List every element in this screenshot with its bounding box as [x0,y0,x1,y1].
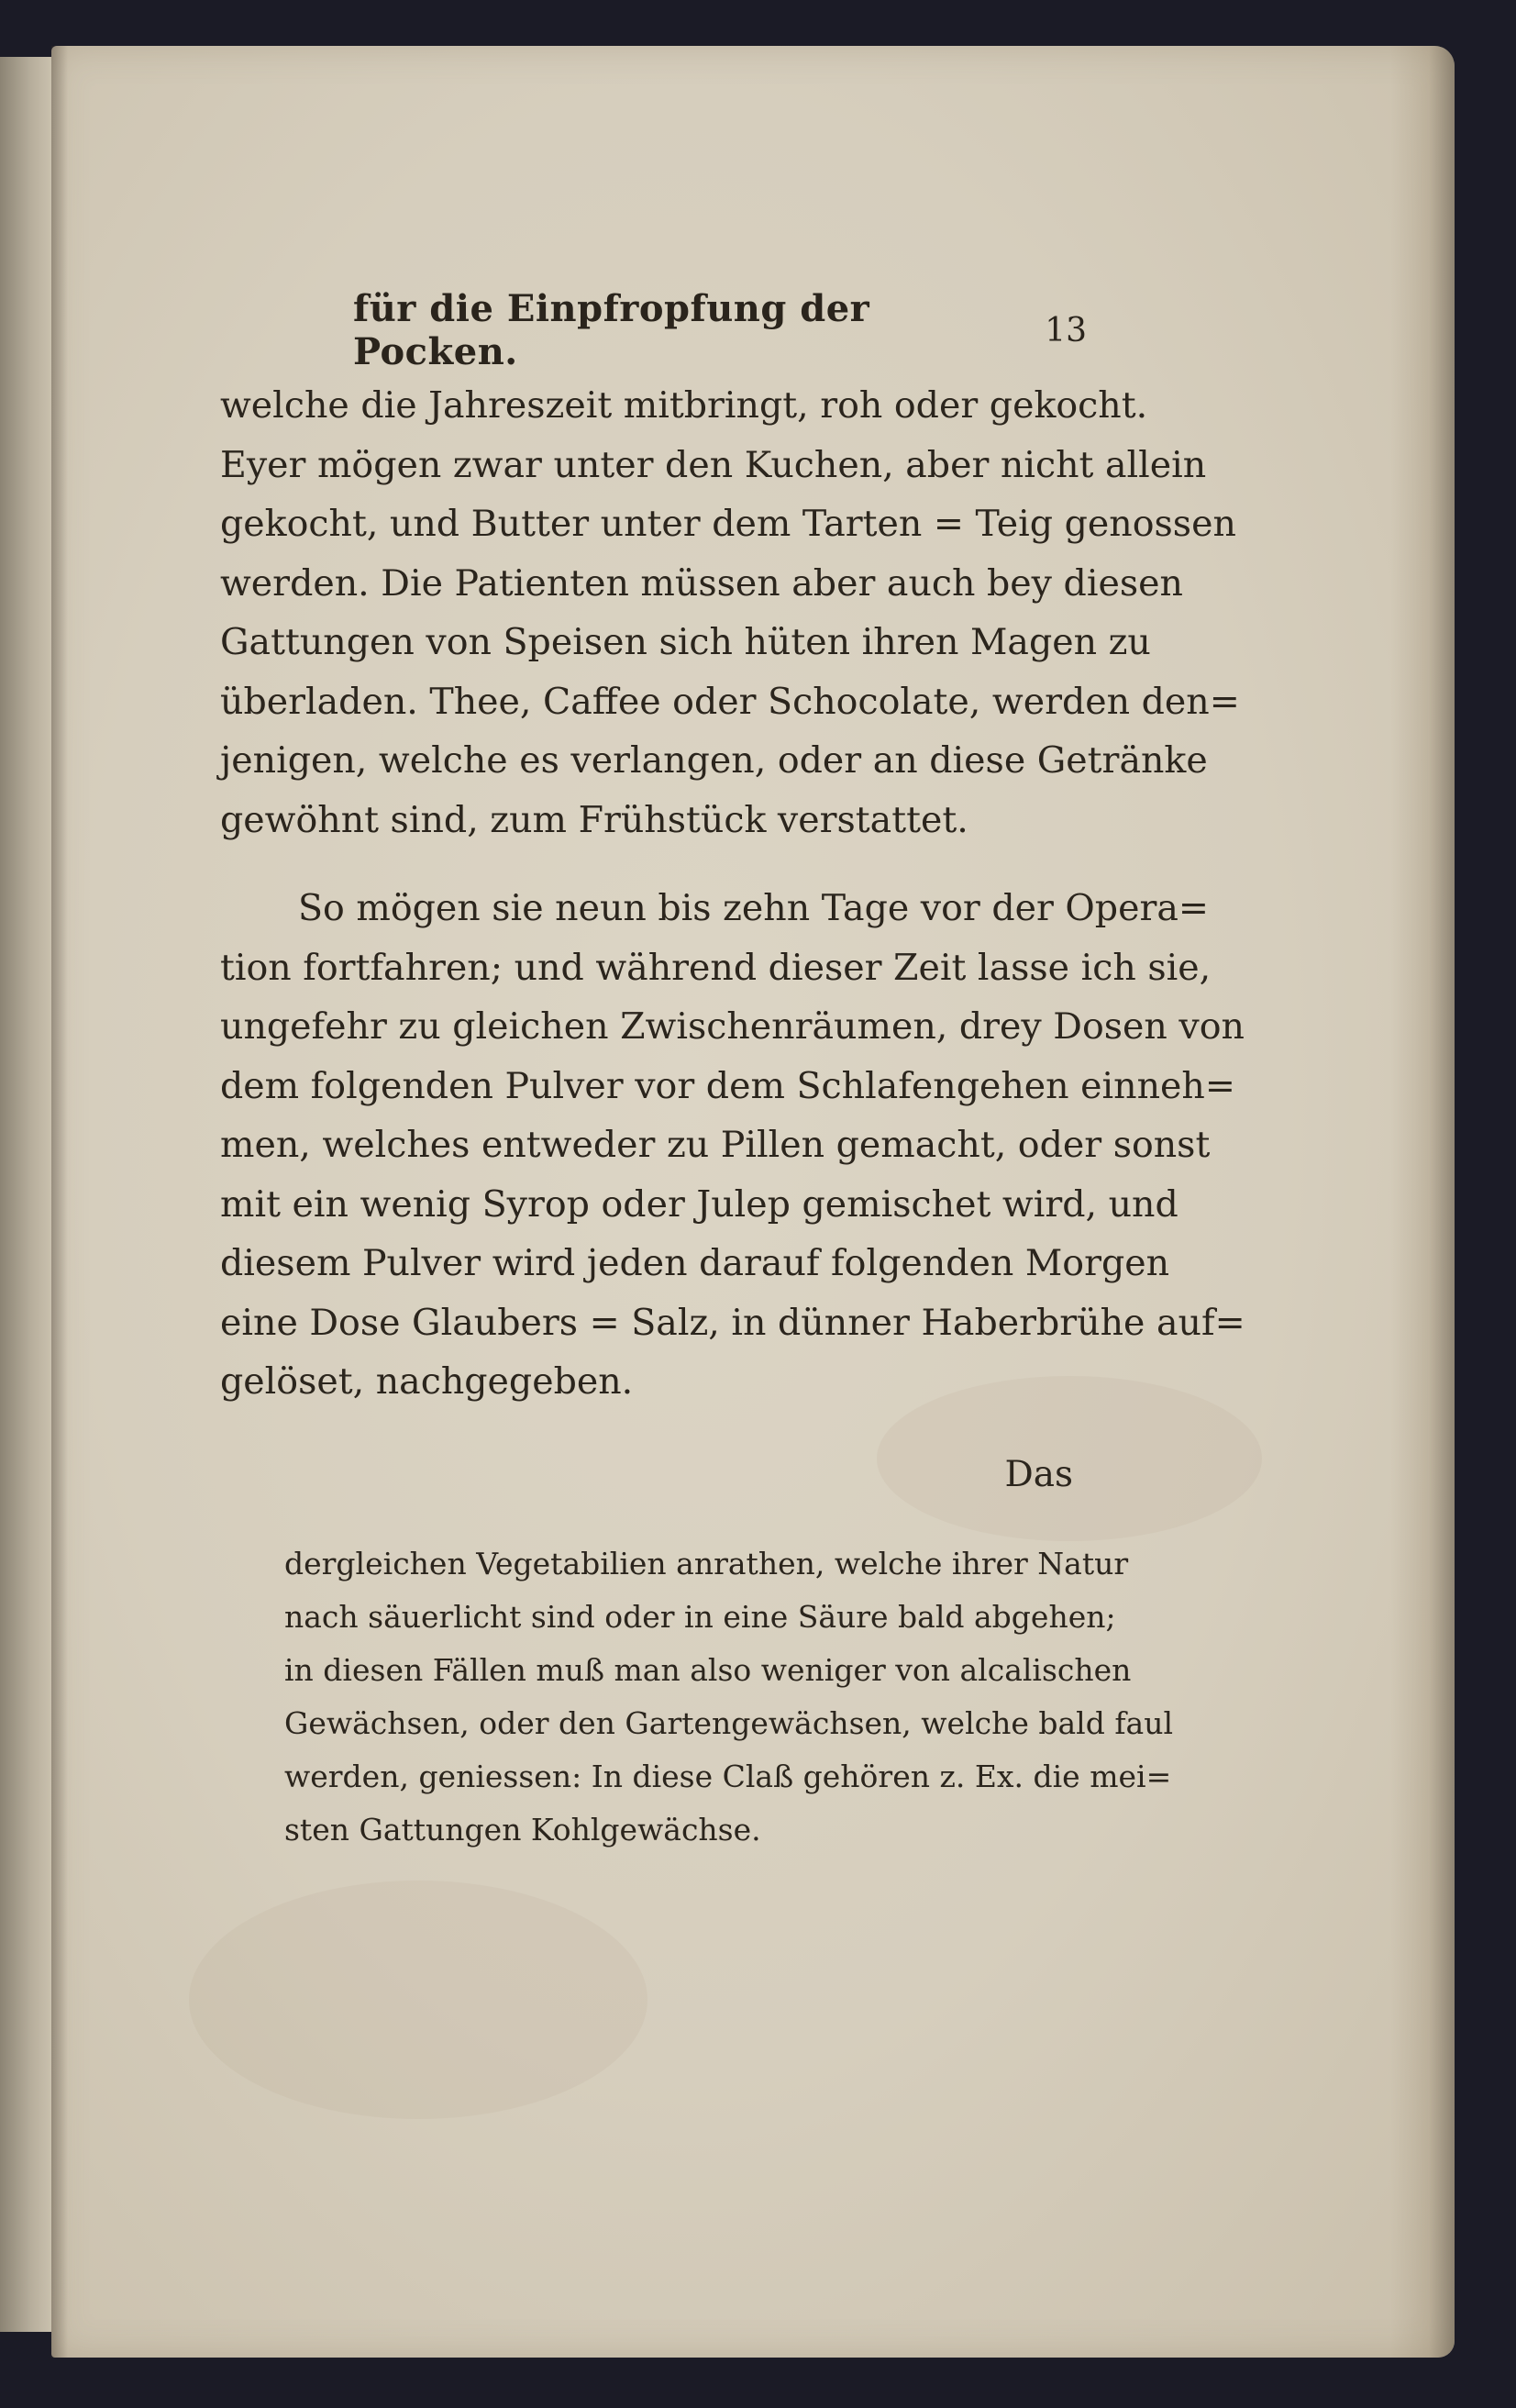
body-text [220,376,1245,1412]
footnote-line: in diesen Fällen muß man also weniger von alcalischen [284,1652,1132,1688]
text-line: eine Dose Glaubers = Salz, in dünner Haberbrühe auf= [220,1301,1245,1344]
page-number: 13 [1045,311,1087,350]
text-line: men, welches entweder zu Pillen gemacht, oder sonst [220,1124,1211,1166]
text-line: tion fortfahren; und während dieser Zeit lasse ich sie, [220,946,1212,989]
footnote-line: nach säuerlicht sind oder in eine Säure bald abgehen; [284,1599,1116,1635]
page-gutter-shadow [51,46,68,2358]
paper-stain [189,1881,647,2119]
running-title: für die Einpfropfung der Pocken. [353,287,870,373]
text-line: jenigen, welche es verlangen, oder an diese Getränke [220,739,1208,782]
paragraph-2 [220,879,1245,1412]
text-line: So mögen sie neun bis zehn Tage vor der Opera= [298,887,1209,929]
text-line: Eyer mögen zwar unter den Kuchen, aber nicht allein [220,443,1207,486]
footnote [284,1537,1174,1857]
text-line: gewöhnt sind, zum Frühstück verstattet. [220,798,968,841]
footnote-line: werden, geniessen: In diese Claß gehören z. Ex. die mei= [284,1759,1172,1794]
worn-page-edge [1390,46,1455,2358]
paragraph-1 [220,376,1240,849]
text-line: überladen. Thee, Caffee oder Schocolate, werden den= [220,680,1240,723]
text-line: Gattungen von Speisen sich hüten ihren Magen zu [220,621,1151,663]
footnote-line: sten Gattungen Kohlgewächse. [284,1812,761,1848]
text-line: welche die Jahreszeit mitbringt, roh oder gekocht. [220,384,1148,427]
text-line: mit ein wenig Syrop oder Julep gemischet wird, und [220,1182,1178,1226]
text-line: gekocht, und Butter unter dem Tarten = Teig genossen [220,503,1236,545]
text-line: ungefehr zu gleichen Zwischenräumen, drey Dosen von [220,1005,1245,1048]
text-line: werden. Die Patienten müssen aber auch bey diesen [220,561,1183,605]
text-line: diesem Pulver wird jeden darauf folgenden Morgen [220,1242,1170,1284]
footnote-line: Gewächsen, oder den Gartengewächsen, welche bald faul [284,1705,1174,1741]
text-line: dem folgenden Pulver vor dem Schlafengehen einneh= [220,1064,1235,1107]
footnote-line: dergleichen Vegetabilien anrathen, welche ihrer Natur [284,1546,1129,1581]
text-line: gelöset, nachgegeben. [220,1360,634,1403]
catchword: Das [1004,1454,1073,1495]
running-header [353,287,1087,373]
